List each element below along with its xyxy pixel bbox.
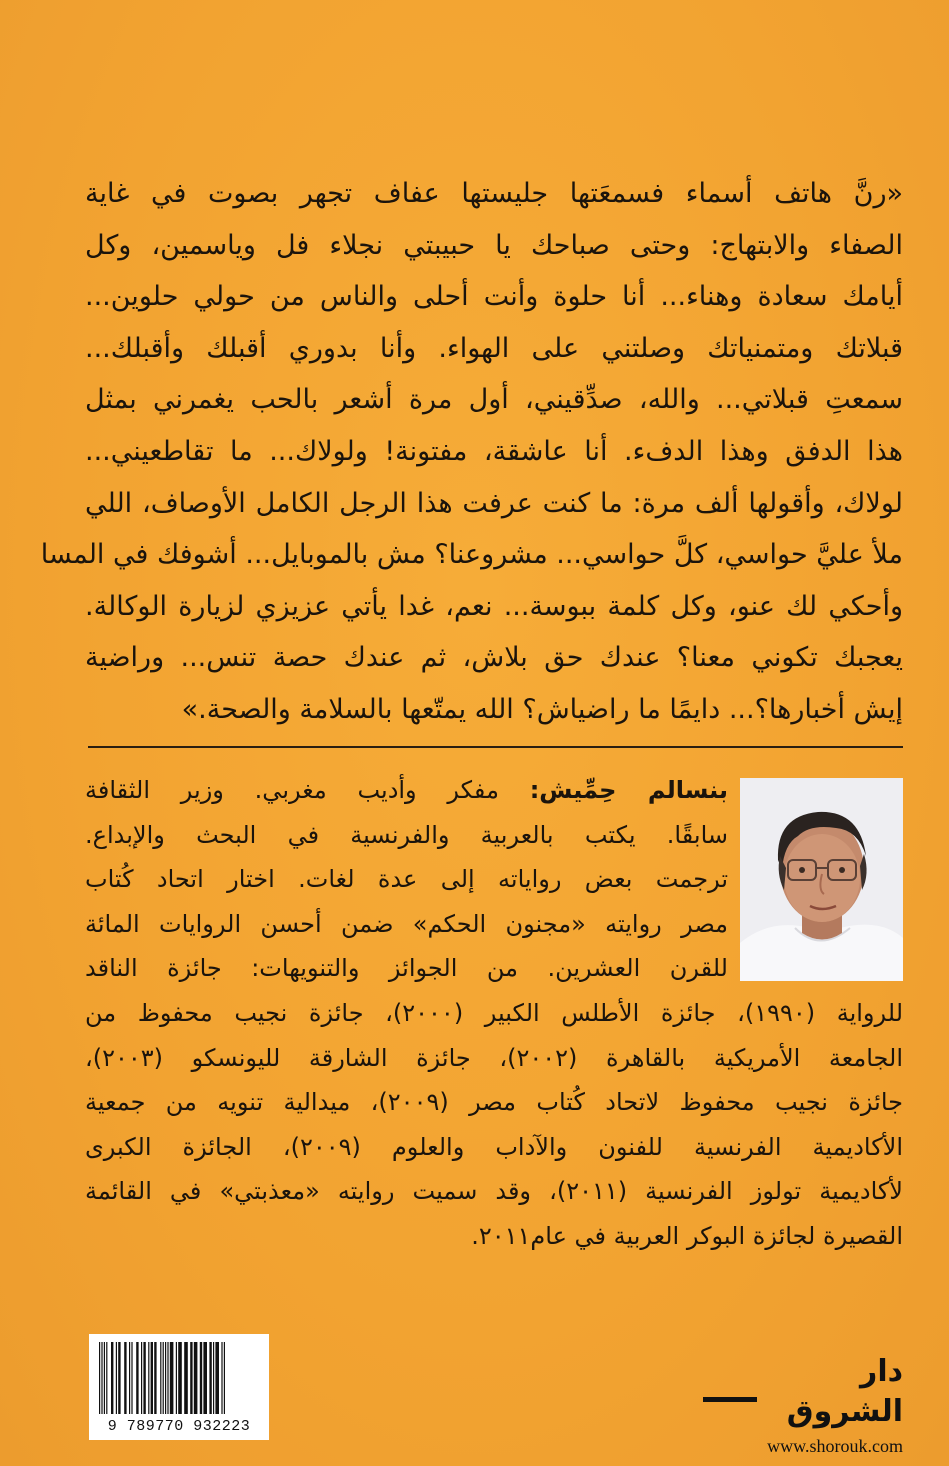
barcode-bar (213, 1342, 214, 1414)
barcode-bar (194, 1342, 198, 1414)
barcode-bar (104, 1342, 105, 1414)
quote-line: هذا الدفق وهذا الدفء. أنا عاشقة، مفتونة! ولولاك... ما تقاطعيني... (85, 435, 903, 467)
barcode-bar (200, 1342, 202, 1414)
publisher-logo (703, 1352, 903, 1432)
bio-line: القصيرة لجائزة البوكر العربية في عام٢٠١١. (471, 1221, 903, 1250)
quote-line: وأحكي لك عنو، وكل كلمة ببوسة... نعم، غدا يأتي عزيزي لزيارة الوكالة. (85, 590, 903, 622)
bio-text: مفكر وأديب مغربي. وزير الثقافة (85, 776, 530, 804)
quote-line: إيش أخبارها؟... دايمًا ما راضياش؟ الله يمتّعها بالسلامة والصحة.» (181, 693, 903, 725)
barcode-bar (111, 1342, 113, 1414)
quote-line: سمعتِ قبلاتي... والله، صدِّقيني، أول مرة أشعر بالحب يغمرني بمثل (85, 384, 903, 416)
barcode-bar (106, 1342, 107, 1414)
barcode-bar (136, 1342, 138, 1414)
barcode-bar (131, 1342, 132, 1414)
bio-line: الجامعة الأمريكية بالقاهرة (٢٠٠٢)، جائزة الشارقة لليونسكو (٢٠٠٣)، (85, 1043, 904, 1072)
bio-line: سابقًا. يكتب بالعربية والفرنسية في البحث والإبداع. (85, 820, 728, 849)
barcode-bar (215, 1342, 219, 1414)
bio-line: مصر روايته «مجنون الحكم» ضمن أحسن الروايات المائة (85, 909, 728, 938)
barcode-bar (184, 1342, 188, 1414)
barcode-bar (143, 1342, 145, 1414)
barcode-bar (129, 1342, 130, 1414)
logo-underline (703, 1397, 757, 1402)
barcode-bar (148, 1342, 149, 1414)
bio-line: الأكاديمية الفرنسية للفنون والآداب والعلوم (٢٠٠٩)، الجائزة الكبرى (85, 1132, 903, 1161)
quote-line: ملأ عليَّ حواسي، كلَّ حواسي... مشروعنا؟ مش بالموبايل... أشوفك في المسا (40, 539, 903, 571)
barcode-bars (95, 1342, 263, 1416)
barcode-bar (209, 1342, 211, 1414)
author-bio (85, 768, 903, 1259)
quote-line: «رنَّ هاتف أسماء فسمعَتها جليستها عفاف تجهر بصوت في غاية (85, 178, 903, 209)
section-divider (88, 746, 903, 748)
barcode-bar (99, 1342, 100, 1414)
bio-line: ترجمت بعض رواياته إلى عدة لغات. اختار اتحاد كُتاب (85, 865, 728, 894)
bio-line: لأكاديمية تولوز الفرنسية (٢٠١١)، وقد سميت روايته «معذبتي» في القائمة (85, 1177, 903, 1206)
barcode-bar (151, 1342, 153, 1414)
quote-line: يعجبك تكوني معنا؟ عندك حق بلاش، ثم عندك حصة تنس... وراضية (85, 642, 903, 674)
barcode-bar (124, 1342, 126, 1414)
barcode-bar (154, 1342, 156, 1414)
publisher-block (703, 1352, 903, 1457)
publisher-website: www.shorouk.com (767, 1436, 903, 1456)
quote-line: لولاك، وأقولها ألف مرة: ما كنت عرفت هذا الرجل الكامل الأوصاف، اللي (85, 487, 903, 519)
barcode-bar (118, 1342, 120, 1414)
barcode-bar (203, 1342, 207, 1414)
barcode-bar (165, 1342, 166, 1414)
bio-line: للرواية (١٩٩٠)، جائزة الأطلس الكبير (٢٠٠٠)، جائزة نجيب محفوظ من (85, 998, 904, 1027)
barcode-bar (224, 1342, 225, 1414)
bio-line: للقرن العشرين. من الجوائز والتنويهات: جائزة الناقد (85, 954, 728, 983)
barcode-bar (163, 1342, 164, 1414)
isbn-number: 9 789770 932223 (107, 1418, 251, 1435)
barcode-bar (176, 1342, 177, 1414)
barcode-bar (116, 1342, 117, 1414)
barcode-bar (160, 1342, 161, 1414)
barcode-bar (178, 1342, 182, 1414)
barcode-bar (101, 1342, 102, 1414)
barcode-bar (170, 1342, 174, 1414)
quote-line: الصفاء والابتهاج: وحتى صباحك يا حبيبتي نجلاء فل وياسمين، وكل (85, 229, 903, 261)
excerpt-quote (40, 168, 903, 736)
isbn-barcode (89, 1334, 269, 1440)
quote-line: قبلاتك ومتمنياتك وصلتني على الهواء. وأنا بدوري أقبلك وأقبلك... (85, 332, 903, 364)
barcode-bar (167, 1342, 168, 1414)
publisher-name: دار الشروق (786, 1354, 903, 1429)
barcode-bar (141, 1342, 142, 1414)
barcode-bar (190, 1342, 192, 1414)
bio-line (85, 768, 728, 813)
barcode-bar (221, 1342, 222, 1414)
quote-line: أيامك سعادة وهناء... أنا حلوة وأنت أحلى والناس من حولي حلوين... (85, 281, 903, 313)
bio-line: جائزة نجيب محفوظ لاتحاد كُتاب مصر (٢٠٠٩)، ميدالية تنويه من جمعية (85, 1088, 903, 1117)
author-name: بنسالم حِمِّيش: (529, 776, 728, 804)
